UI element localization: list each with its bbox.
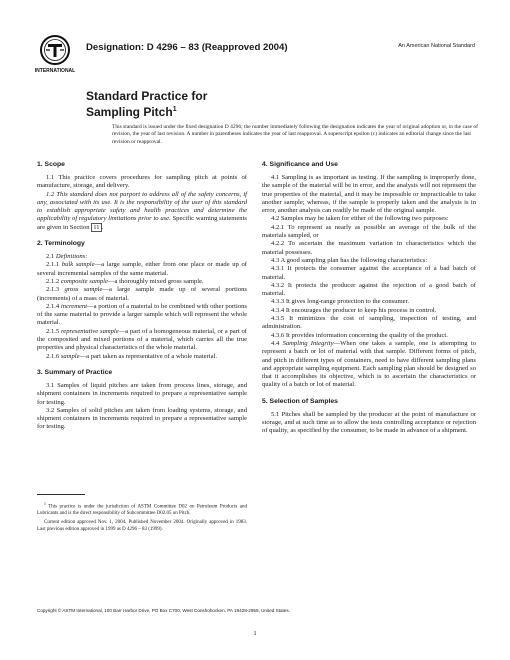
term: gross sample	[64, 286, 103, 294]
paragraph-4-3-4: 4.3.4 It encourages the producer to keep his process in control.	[271, 306, 437, 314]
safety-statement: 1.2 This standard does not purport to address all of the safety concerns, if any, associated with its use. It is the responsibility of the user of this standard to establish appropriate safety and health practices and determine the applicability of regulatory limitations prior to use.	[37, 190, 247, 223]
paragraph-4-3-5: 4.3.5 It minimizes the cost of sampling, inspection of testing, and administration.	[262, 315, 476, 331]
right-column	[262, 161, 476, 444]
paragraph-1-1: 1.1 This practice covers procedures for sampling pitch at points of manufacture, storage, and delivery.	[37, 174, 247, 190]
period: .	[101, 223, 104, 231]
paragraph-4-3-6: 4.3.6 It provides information concerning the quality of the product.	[271, 331, 448, 339]
term: Sampling Integrity	[282, 339, 334, 347]
term: representative sample	[60, 327, 119, 335]
def: —a thoroughly mixed gross sample.	[107, 277, 204, 285]
designation: Designation: D 4296 – 83 (Reapproved 2004)	[86, 42, 288, 53]
publisher-note: An American National Standard	[398, 43, 475, 49]
scope-heading: 1. Scope	[37, 161, 65, 168]
terminology-heading: 2. Terminology	[37, 240, 85, 248]
paragraph-2-1	[37, 253, 247, 261]
num: 2.1	[46, 253, 56, 261]
section-11-link[interactable]: 11	[93, 223, 100, 231]
definition-increment	[37, 303, 247, 328]
def: —a part taken as representative of a whole material.	[79, 352, 218, 360]
term: increment	[60, 302, 88, 310]
section-terminology	[37, 240, 247, 361]
section-selection	[262, 398, 476, 436]
paragraph-4-3-1: 4.3.1 It protects the consumer against the acceptance of a bad batch of material.	[262, 265, 476, 281]
paragraph-4-2-2: 4.2.2 To ascertain the maximum variation in characteristics which the material possesses.	[262, 240, 476, 256]
paragraph-4-2-1: 4.2.1 To represent as nearly as possible an average of the bulk of the materials sampled, or	[262, 223, 476, 240]
num: 2.1.2	[46, 277, 61, 285]
footnote-1	[37, 501, 247, 517]
term: Definitions:	[55, 253, 88, 261]
footnote-text: This practice is under the jurisdiction of ASTM Committee D02 on Petroleum Products and Lubricants and is the direct responsibility of Subcommittee D02.05 on Pitch.	[37, 504, 247, 517]
document-title	[86, 89, 207, 119]
def: —a large sample made up of several portions (increments) of a mass of material.	[37, 286, 247, 302]
copyright: Copyright © ASTM International, 100 Barr Harbor Drive, PO Box C700, West Conshohocken, PA 19428-2959, United States.	[37, 608, 290, 613]
num: 4.4	[271, 339, 283, 347]
term: sample	[60, 352, 80, 360]
significance-heading: 4. Significance and Use	[262, 161, 338, 168]
standard-intro: This standard is issued under the fixed designation D 4296; the number immediately following the designation indicates the year of original adoption or, in the case of revision, the year of last revision. A number in parentheses indicates the year of last reapproval. A superscript epsilon (ε) indicates an editorial change since the last revision or reapproval.	[112, 124, 478, 145]
def: —a portion of a material to be combined with other portions of the same material to provide a larger sample which will represent the whole material.	[37, 302, 247, 327]
paragraph-3-2: 3.2 Samples of solid pitches are taken from loading systems, storage, and shipment containers in increments required to prepare a representative sample for testing.	[37, 406, 247, 431]
num: 2.1.5	[46, 327, 61, 335]
section-scope	[37, 161, 247, 232]
term: bulk sample	[61, 261, 95, 269]
def: —a large sample, either from one place or made up of several incremental samples of the same material.	[37, 261, 247, 277]
summary-heading: 3. Summary of Practice	[37, 368, 113, 376]
warning-text: Specific warning statements are given in Section	[37, 215, 247, 231]
definition-bulk-sample	[37, 261, 247, 278]
paragraph-4-2: 4.2 Samples may be taken for either of the following two purposes:	[271, 215, 449, 223]
def: —a part of a homogeneous material, or a part of the composited and mixed portions of a material, which carries all the true properties and physical characteristics of the whole material.	[37, 327, 247, 352]
paragraph-1-2	[37, 191, 247, 232]
paragraph-4-3-2: 4.3.2 It protects the producer against the rejection of a good batch of material.	[262, 281, 476, 298]
footnotes	[37, 494, 247, 536]
paragraph-4-4	[262, 340, 476, 390]
definition-sample	[37, 353, 247, 361]
footnote-divider	[37, 494, 85, 495]
num: 2.1.6	[46, 352, 61, 360]
footnote-edition: Current edition approved Nov. 1, 2004. Published November 2004. Originally approved in 1983. Last previous edition approved in 1999 as D 4296 – 83 (1999).	[37, 520, 247, 532]
paragraph-3-1: 3.1 Samples of liquid pitches are taken from process lines, storage, and shipment containers in increments required to prepare a representative sample for testing.	[37, 381, 247, 406]
section-summary	[37, 369, 247, 432]
title-text: Sampling Pitch	[86, 105, 173, 119]
definition-representative-sample	[37, 328, 247, 353]
astm-logo	[34, 34, 76, 76]
title-line-2	[86, 103, 207, 119]
footnote-marker: 1	[44, 502, 46, 506]
title-footnote-marker: 1	[172, 106, 177, 113]
num: 2.1.1	[46, 261, 62, 269]
left-column	[37, 161, 247, 440]
num: 2.1.4	[46, 302, 61, 310]
page-number: 1	[253, 630, 257, 637]
title-line-1: Standard Practice for	[86, 89, 208, 103]
paragraph-4-1: 4.1 Sampling is as important as testing. If the sampling is improperly done, the sample of the material will be in error, and the analysis will not represent the true properties of the material, and it may be impossible or impracticable to take another sample; whereas, if the sample is properly taken and the analysis is in error, another analysis can readily be made of the original sample.	[262, 174, 476, 215]
def: —When one takes a sample, one is attempting to represent a batch or lot of material with that sample. Different forms of pitch, and pitch in different types of containers, need to have different sampling plans and appropriate sampling equipment. Each sampling plan should be designed so that it accomplishes its objective, which is to ascertain the characteristics or quality of a batch or lot of material.	[262, 339, 477, 389]
num: 2.1.3	[46, 286, 65, 294]
paragraph-4-3-3: 4.3.3 It gives long-range protection to the consumer.	[271, 298, 410, 306]
definition-composite-sample	[37, 278, 247, 286]
selection-heading: 5. Selection of Samples	[262, 397, 338, 405]
paragraph-4-3: 4.3 A good sampling plan has the following characteristics:	[271, 256, 428, 264]
paragraph-5-1: 5.1 Pitches shall be sampled by the producer at the point of manufacture or storage, and at such time as to allow the tests controlling acceptance or rejection of quality, as specified by the consumer, to be made in advance of a shipment.	[262, 410, 476, 435]
definition-gross-sample	[37, 286, 247, 303]
logo-text: INTERNATIONAL	[34, 68, 76, 74]
section-significance	[262, 161, 476, 390]
term: composite sample	[60, 277, 108, 285]
